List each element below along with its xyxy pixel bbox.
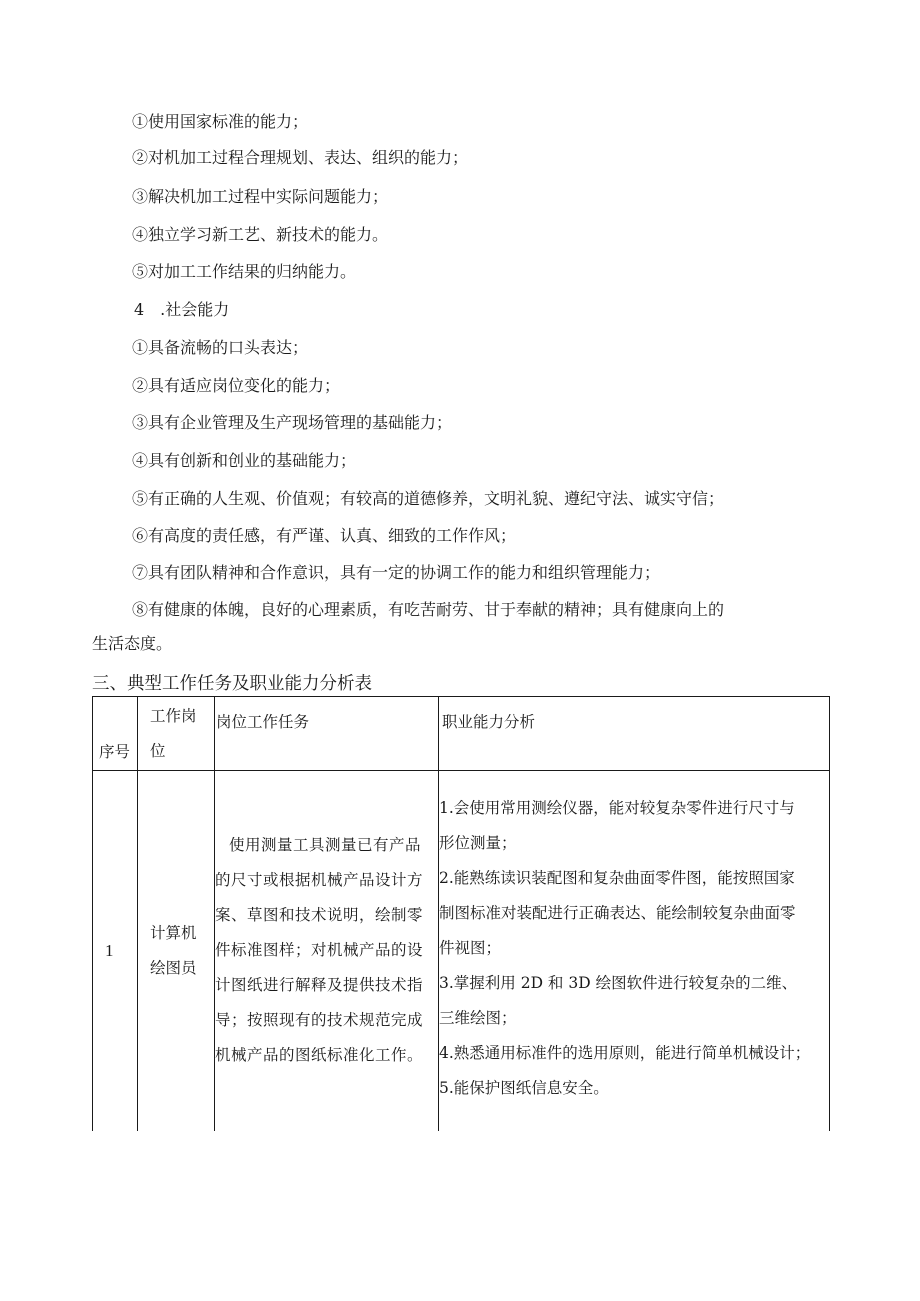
row-no — [93, 771, 138, 1131]
task-line-3: 案、草图和技术说明，绘制零 — [215, 906, 424, 925]
social-heading: 4 .社会能力 — [134, 300, 230, 319]
ability-line-2: 形位测量； — [439, 834, 517, 852]
ability-line-3: 2.能熟练读识装配图和复杂曲面零件图，能按照国家 — [439, 869, 795, 887]
ability-line-5: 件视图； — [439, 939, 502, 957]
table-row — [93, 771, 830, 1131]
row-post-line1: 计算机 — [150, 923, 197, 942]
social-item-8-continuation: 生活态度。 — [92, 634, 173, 653]
header-post-line1: 工作岗 — [150, 706, 197, 725]
row-post-line2: 绘图员 — [150, 958, 197, 977]
method-item-5: ⑤对加工工作结果的归纳能力。 — [132, 262, 357, 281]
row-task — [215, 771, 439, 1131]
ability-line-4: 制图标准对装配进行正确表达、能绘制较复杂曲面零 — [439, 904, 796, 922]
section-title: 三、典型工作任务及职业能力分析表 — [92, 674, 372, 694]
header-task — [215, 697, 439, 771]
header-ability — [439, 697, 830, 771]
row-ability — [439, 771, 830, 1131]
table-header-row — [93, 697, 830, 771]
social-item-8: ⑧有健康的体魄，良好的心理素质，有吃苦耐劳、甘于奉献的精神；具有健康向上的 — [132, 600, 725, 619]
header-no — [93, 697, 138, 771]
social-item-7: ⑦具有团队精神和合作意识，具有一定的协调工作的能力和组织管理能力； — [132, 563, 661, 582]
method-item-1: ①使用国家标准的能力； — [132, 112, 309, 131]
task-line-4: 件标准图样；对机械产品的设 — [215, 941, 424, 960]
row-post — [138, 771, 215, 1131]
task-line-1-text: 使用测量工具测量已有产品 — [229, 836, 422, 855]
task-line-2: 的尺寸或根据机械产品设计方 — [215, 871, 424, 890]
task-analysis-table — [92, 696, 830, 1131]
header-post-line2: 位 — [150, 741, 166, 760]
social-item-5: ⑤有正确的人生观、价值观；有较高的道德修养，文明礼貌、遵纪守法、诚实守信； — [132, 489, 725, 508]
task-line-6: 导；按照现有的技术规范完成 — [215, 1011, 424, 1030]
header-no-label: 序号 — [99, 743, 131, 761]
ability-line-1: 1.会使用常用测绘仪器，能对较复杂零件进行尺寸与 — [439, 799, 795, 817]
ability-line-9: 5.能保护图纸信息安全。 — [439, 1079, 609, 1097]
ability-line-8: 4.熟悉通用标准件的选用原则，能进行简单机械设计； — [439, 1044, 811, 1062]
method-item-4: ④独立学习新工艺、新技术的能力。 — [132, 225, 389, 244]
social-item-6: ⑥有高度的责任感，有严谨、认真、细致的工作作风； — [132, 526, 517, 545]
method-item-2: ②对机加工过程合理规划、表达、组织的能力； — [132, 148, 469, 167]
row-no-value: 1 — [105, 940, 114, 960]
header-ability-label: 职业能力分析 — [442, 713, 536, 731]
social-item-2: ②具有适应岗位变化的能力； — [132, 376, 341, 395]
ability-line-6: 3.掌握利用 2D 和 3D 绘图软件进行较复杂的二维、 — [439, 974, 798, 992]
task-line-5: 计图纸进行解释及提供技术指 — [215, 976, 424, 995]
task-line-7: 机械产品的图纸标准化工作。 — [215, 1046, 424, 1065]
header-task-label: 岗位工作任务 — [216, 713, 310, 731]
social-item-3: ③具有企业管理及生产现场管理的基础能力； — [132, 413, 453, 432]
task-line-1 — [215, 828, 438, 863]
ability-line-7: 三维绘图； — [439, 1009, 517, 1027]
social-item-1: ①具备流畅的口头表达； — [132, 338, 309, 357]
method-item-3: ③解决机加工过程中实际问题能力； — [132, 187, 389, 206]
header-post — [138, 697, 215, 771]
social-item-4: ④具有创新和创业的基础能力； — [132, 451, 357, 470]
